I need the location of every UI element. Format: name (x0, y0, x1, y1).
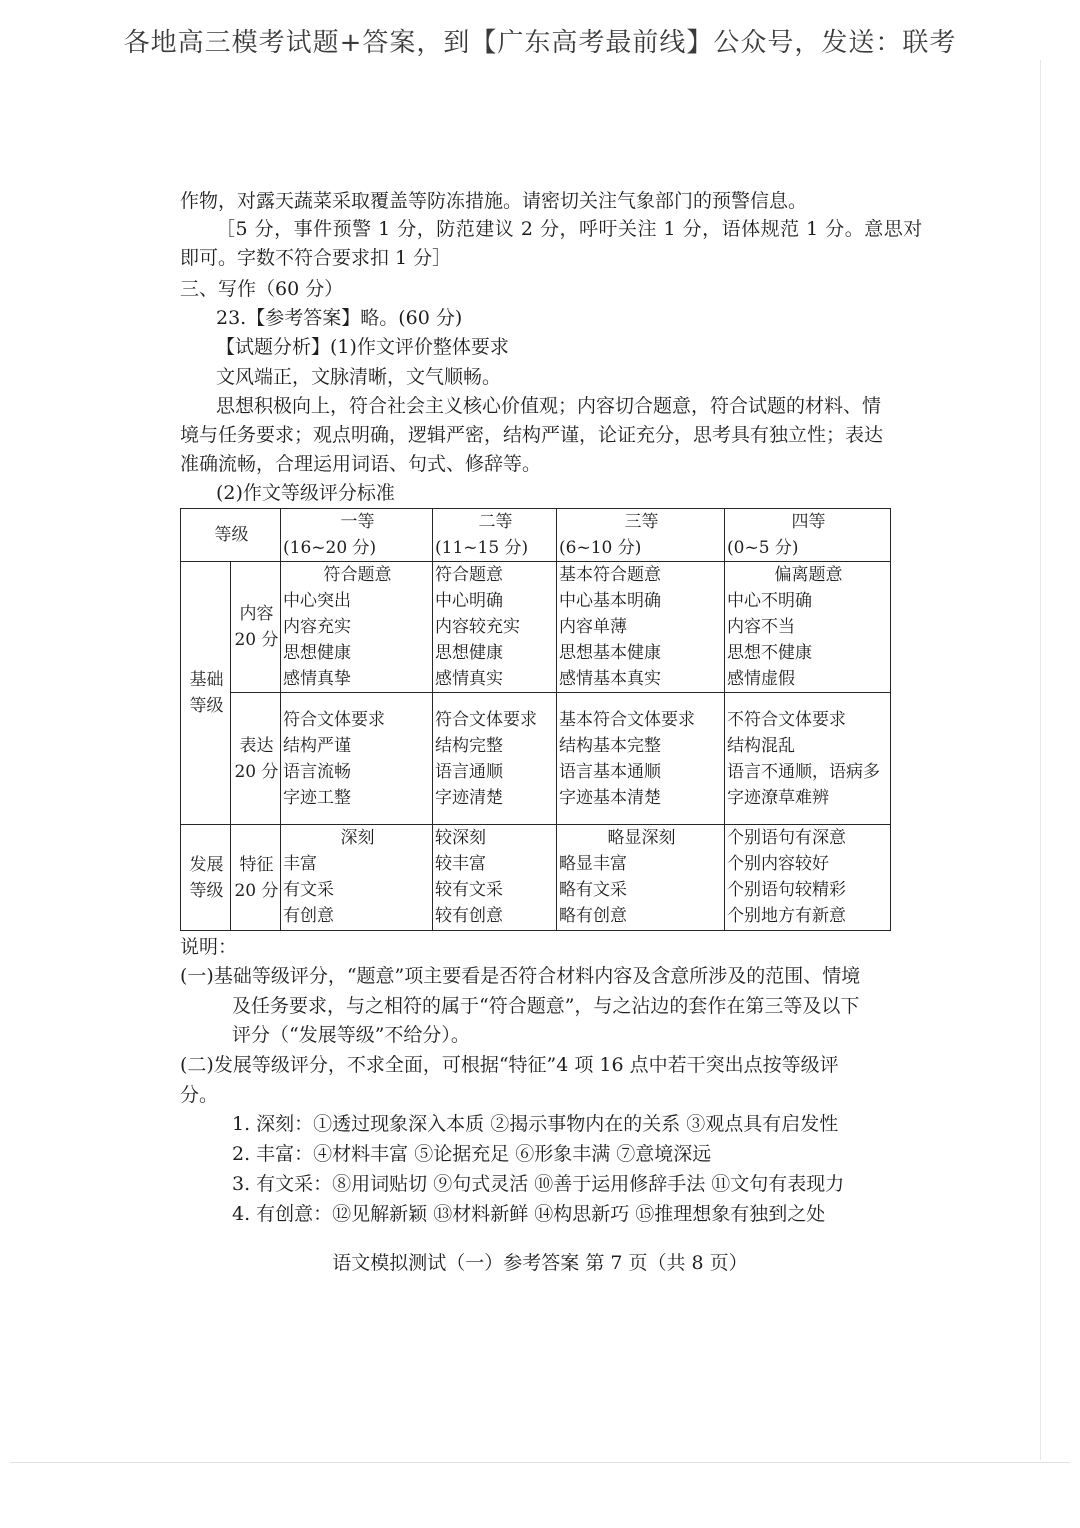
note-1-line: (一)基础等级评分，“题意”项主要看是否符合材料内容及含意所涉及的范围、情境 (180, 965, 861, 987)
feature-label: 特征 20 分 (231, 825, 281, 931)
point-list-item: 3. 有文采：⑧用词贴切 ⑨句式灵活 ⑩善于运用修辞手法 ⑪文句有表现力 (232, 1173, 845, 1195)
text-line: 作物，对露天蔬菜采取覆盖等防冻措施。请密切关注气象部门的预警信息。 (180, 190, 808, 212)
text-line: 即可。字数不符合要求扣 1 分］ (180, 247, 452, 269)
header-banner: 各地高三模考试题+答案，到【广东高考最前线】公众号，发送：联考 (123, 28, 957, 58)
text-line: 思想积极向上，符合社会主义核心价值观；内容切合题意，符合试题的材料、情 (216, 395, 882, 417)
level-1-header: 一等 (16~20 分) (281, 509, 433, 562)
point-list-item: 1. 深刻：①透过现象深入本质 ②揭示事物内在的关系 ③观点具有启发性 (232, 1113, 839, 1135)
expression-label: 表达 20 分 (231, 693, 281, 825)
note-2-line: (二)发展等级评分，不求全面，可根据“特征”4 项 16 点中若干突出点按等级评 (180, 1054, 839, 1076)
table-header-row (181, 509, 891, 562)
feature-level-3: 略显深刻 略显丰富 略有文采 略有创意 (557, 825, 725, 931)
level-4-header: 四等 (0~5 分) (725, 509, 891, 562)
analysis-heading: 【试题分析】(1)作文评价整体要求 (216, 336, 509, 358)
text-line: 境与任务要求；观点明确，逻辑严密，结构严谨，论证充分，思考具有独立性；表达 (180, 424, 884, 446)
point-list-item: 2. 丰富：④材料丰富 ⑤论据充足 ⑥形象丰满 ⑦意境深远 (232, 1143, 712, 1165)
text-line: 文风端正，文脉清晰，文气顺畅。 (216, 366, 502, 388)
expression-level-1: 符合文体要求 结构严谨 语言流畅 字迹工整 (281, 693, 433, 825)
note-1-line: 评分（“发展等级”不给分）。 (232, 1024, 470, 1046)
content-level-4: 偏离题意 中心不明确 内容不当 思想不健康 感情虚假 (725, 562, 891, 693)
feature-row (181, 825, 891, 931)
grading-table (180, 508, 891, 931)
content-level-2: 符合题意 中心明确 内容较充实 思想健康 感情真实 (433, 562, 557, 693)
content-level-1: 符合题意 中心突出 内容充实 思想健康 感情真挚 (281, 562, 433, 693)
content-row (181, 562, 891, 693)
level-2-header: 二等 (11~15 分) (433, 509, 557, 562)
grade-label-cell: 等级 (181, 509, 281, 562)
text-line: ［5 分，事件预警 1 分，防范建议 2 分，呼吁关注 1 分，语体规范 1 分。意思对 (216, 218, 923, 240)
expression-level-3: 基本符合文体要求 结构基本完整 语言基本通顺 字迹基本清楚 (557, 693, 725, 825)
expression-row (181, 693, 891, 825)
development-level-label: 发展等级 (181, 825, 231, 931)
feature-level-2: 较深刻 较丰富 较有文采 较有创意 (433, 825, 557, 931)
expression-level-4: 不符合文体要求 结构混乱 语言不通顺，语病多 字迹潦草难辨 (725, 693, 891, 825)
feature-level-4: 个别语句有深意 个别内容较好 个别语句较精彩 个别地方有新意 (725, 825, 891, 931)
note-2-line: 分。 (180, 1084, 219, 1106)
section-heading: 三、写作（60 分） (180, 278, 344, 300)
level-3-header: 三等 (6~10 分) (557, 509, 725, 562)
note-1-line: 及任务要求，与之相符的属于“符合题意”，与之沾边的套作在第三等及以下 (232, 995, 860, 1017)
table-caption: (2)作文等级评分标准 (216, 482, 395, 504)
notes-title: 说明： (180, 936, 238, 958)
point-list-item: 4. 有创意：⑫见解新颖 ⑬材料新鲜 ⑭构思新巧 ⑮推理想象有独到之处 (232, 1203, 826, 1225)
scan-edge-bottom (10, 1462, 1070, 1463)
content-label: 内容 20 分 (231, 562, 281, 693)
feature-level-1: 深刻 丰富 有文采 有创意 (281, 825, 433, 931)
basic-level-label: 基础等级 (181, 562, 231, 825)
text-line: 准确流畅，合理运用词语、句式、修辞等。 (180, 453, 542, 475)
page-footer: 语文模拟测试（一）参考答案 第 7 页（共 8 页） (332, 1252, 748, 1274)
question-answer: 23.【参考答案】略。(60 分) (216, 307, 463, 329)
expression-level-2: 符合文体要求 结构完整 语言通顺 字迹清楚 (433, 693, 557, 825)
content-level-3: 基本符合题意 中心基本明确 内容单薄 思想基本健康 感情基本真实 (557, 562, 725, 693)
